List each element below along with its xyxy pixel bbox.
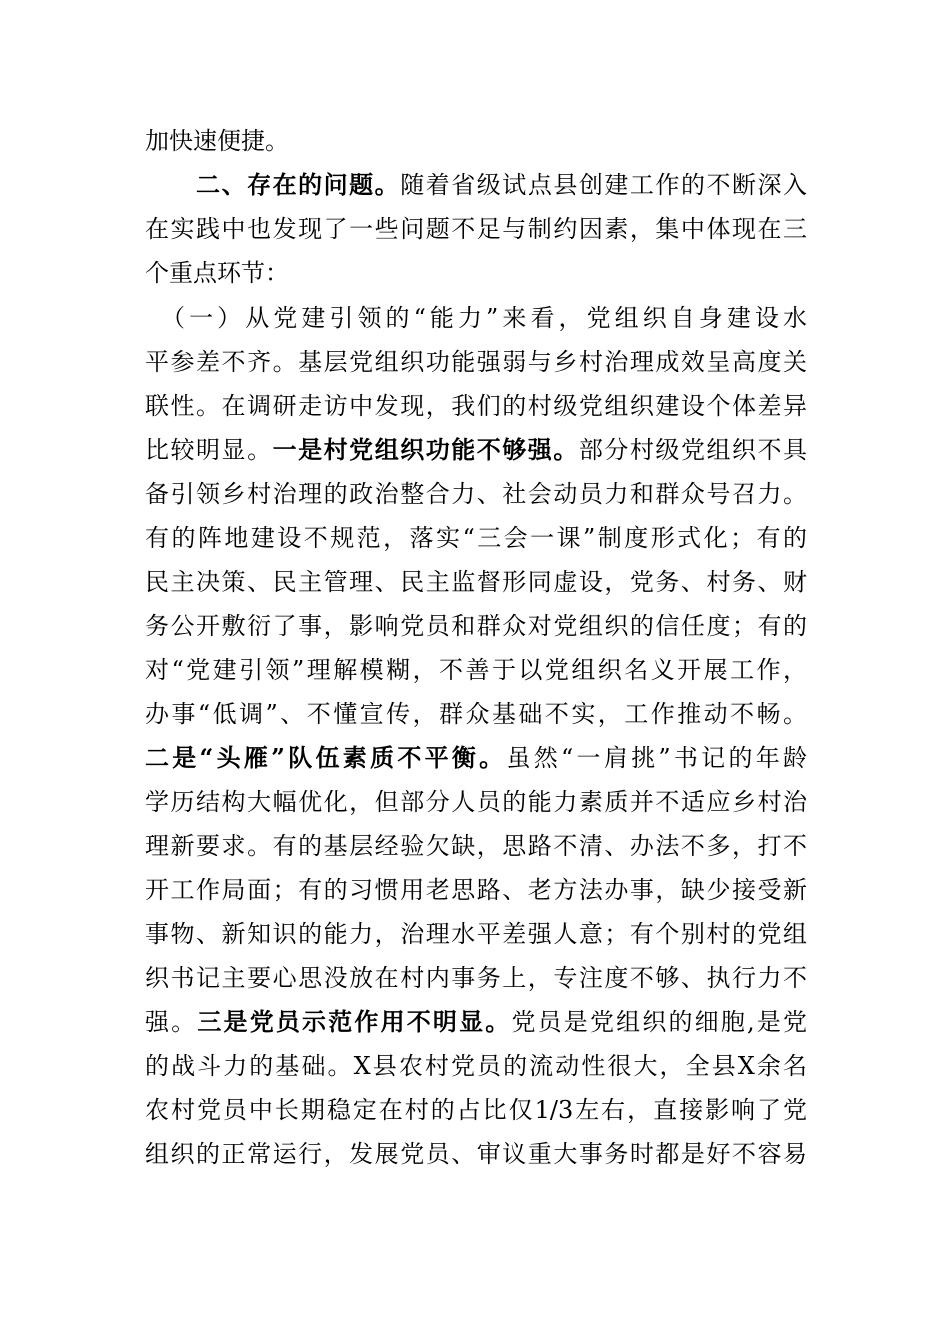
text-line: [145, 428, 807, 472]
text-line: [145, 956, 807, 1000]
text-segment: 加快速便捷。: [145, 127, 289, 155]
text-segment: 组织的正常运行，发展党员、审议重大事务时都是好不容易: [145, 1140, 807, 1168]
text-segment: 党员是党组织的细胞,是党: [511, 1008, 807, 1036]
text-line: [145, 119, 807, 163]
text-line: [145, 780, 807, 824]
text-segment: 对“党建引领”理解模糊，不善于以党组织名义开展工作，: [145, 656, 807, 684]
text-line: [145, 648, 807, 692]
text-line: [145, 251, 807, 295]
text-segment: 部分村级党组织不具: [578, 436, 808, 464]
text-segment: 学历结构大幅优化，但部分人员的能力素质并不适应乡村治: [145, 788, 807, 816]
text-segment: 虽然“一肩挑”书记的年龄: [506, 744, 808, 772]
text-line: [145, 560, 807, 604]
text-line: [145, 163, 807, 207]
text-segment: 强。: [145, 1008, 198, 1036]
text-segment: 比较明显。: [145, 436, 273, 464]
text-line: [145, 296, 807, 340]
text-line: [145, 1044, 807, 1088]
text-line: [145, 1000, 807, 1044]
text-segment: 有的阵地建设不规范，落实“三会一课”制度形式化；有的: [145, 524, 807, 552]
text-segment: 在实践中也发现了一些问题不足与制约因素，集中体现在三: [145, 215, 807, 243]
text-line: [145, 340, 807, 384]
text-line: [145, 604, 807, 648]
text-segment: 的战斗力的基础。X县农村党员的流动性很大，全县X余名: [145, 1052, 807, 1080]
text-line: [145, 207, 807, 251]
text-segment: 务公开敷衍了事，影响党员和群众对党组织的信任度；有的: [145, 612, 807, 640]
text-line: [145, 736, 807, 780]
text-segment: [145, 171, 196, 199]
text-line: [145, 868, 807, 912]
text-line: [145, 472, 807, 516]
text-segment: 理新要求。有的基层经验欠缺，思路不清、办法不多，打不: [145, 832, 807, 860]
text-segment: 民主决策、民主管理、民主监督形同虚设，党务、村务、财: [145, 568, 807, 596]
text-line: [145, 912, 807, 956]
text-segment: 开工作局面；有的习惯用老思路、老方法办事，缺少接受新: [145, 876, 807, 904]
bold-heading-segment: 一是村党组织功能不够强。: [272, 435, 579, 464]
text-segment: （一）从党建引领的“能力”来看，党组织自身建设水: [145, 304, 807, 332]
text-line: [145, 1132, 807, 1176]
bold-heading-segment: 二、存在的问题。: [196, 170, 401, 199]
text-segment: 平参差不齐。基层党组织功能强弱与乡村治理成效呈高度关: [145, 348, 807, 376]
bold-heading-segment: 三是党员示范作用不明显。: [197, 1007, 512, 1036]
text-segment: 农村党员中长期稳定在村的占比仅1/3左右，直接影响了党: [145, 1096, 807, 1124]
text-segment: 织书记主要心思没放在村内事务上，专注度不够、执行力不: [145, 964, 807, 992]
text-segment: 个重点环节：: [145, 259, 289, 287]
text-segment: 事物、新知识的能力，治理水平差强人意；有个别村的党组: [145, 920, 807, 948]
text-segment: 备引领乡村治理的政治整合力、社会动员力和群众号召力。: [145, 480, 807, 508]
text-line: [145, 384, 807, 428]
bold-heading-segment: 二是“头雁”队伍素质不平衡。: [145, 743, 507, 772]
text-line: [145, 824, 807, 868]
text-line: [145, 516, 807, 560]
text-line: [145, 692, 807, 736]
text-segment: 办事“低调”、不懂宣传，群众基础不实，工作推动不畅。: [145, 700, 807, 728]
text-segment: 随着省级试点县创建工作的不断深入: [400, 171, 808, 199]
text-line: [145, 1088, 807, 1132]
text-segment: 联性。在调研走访中发现，我们的村级党组织建设个体差异: [145, 392, 807, 420]
